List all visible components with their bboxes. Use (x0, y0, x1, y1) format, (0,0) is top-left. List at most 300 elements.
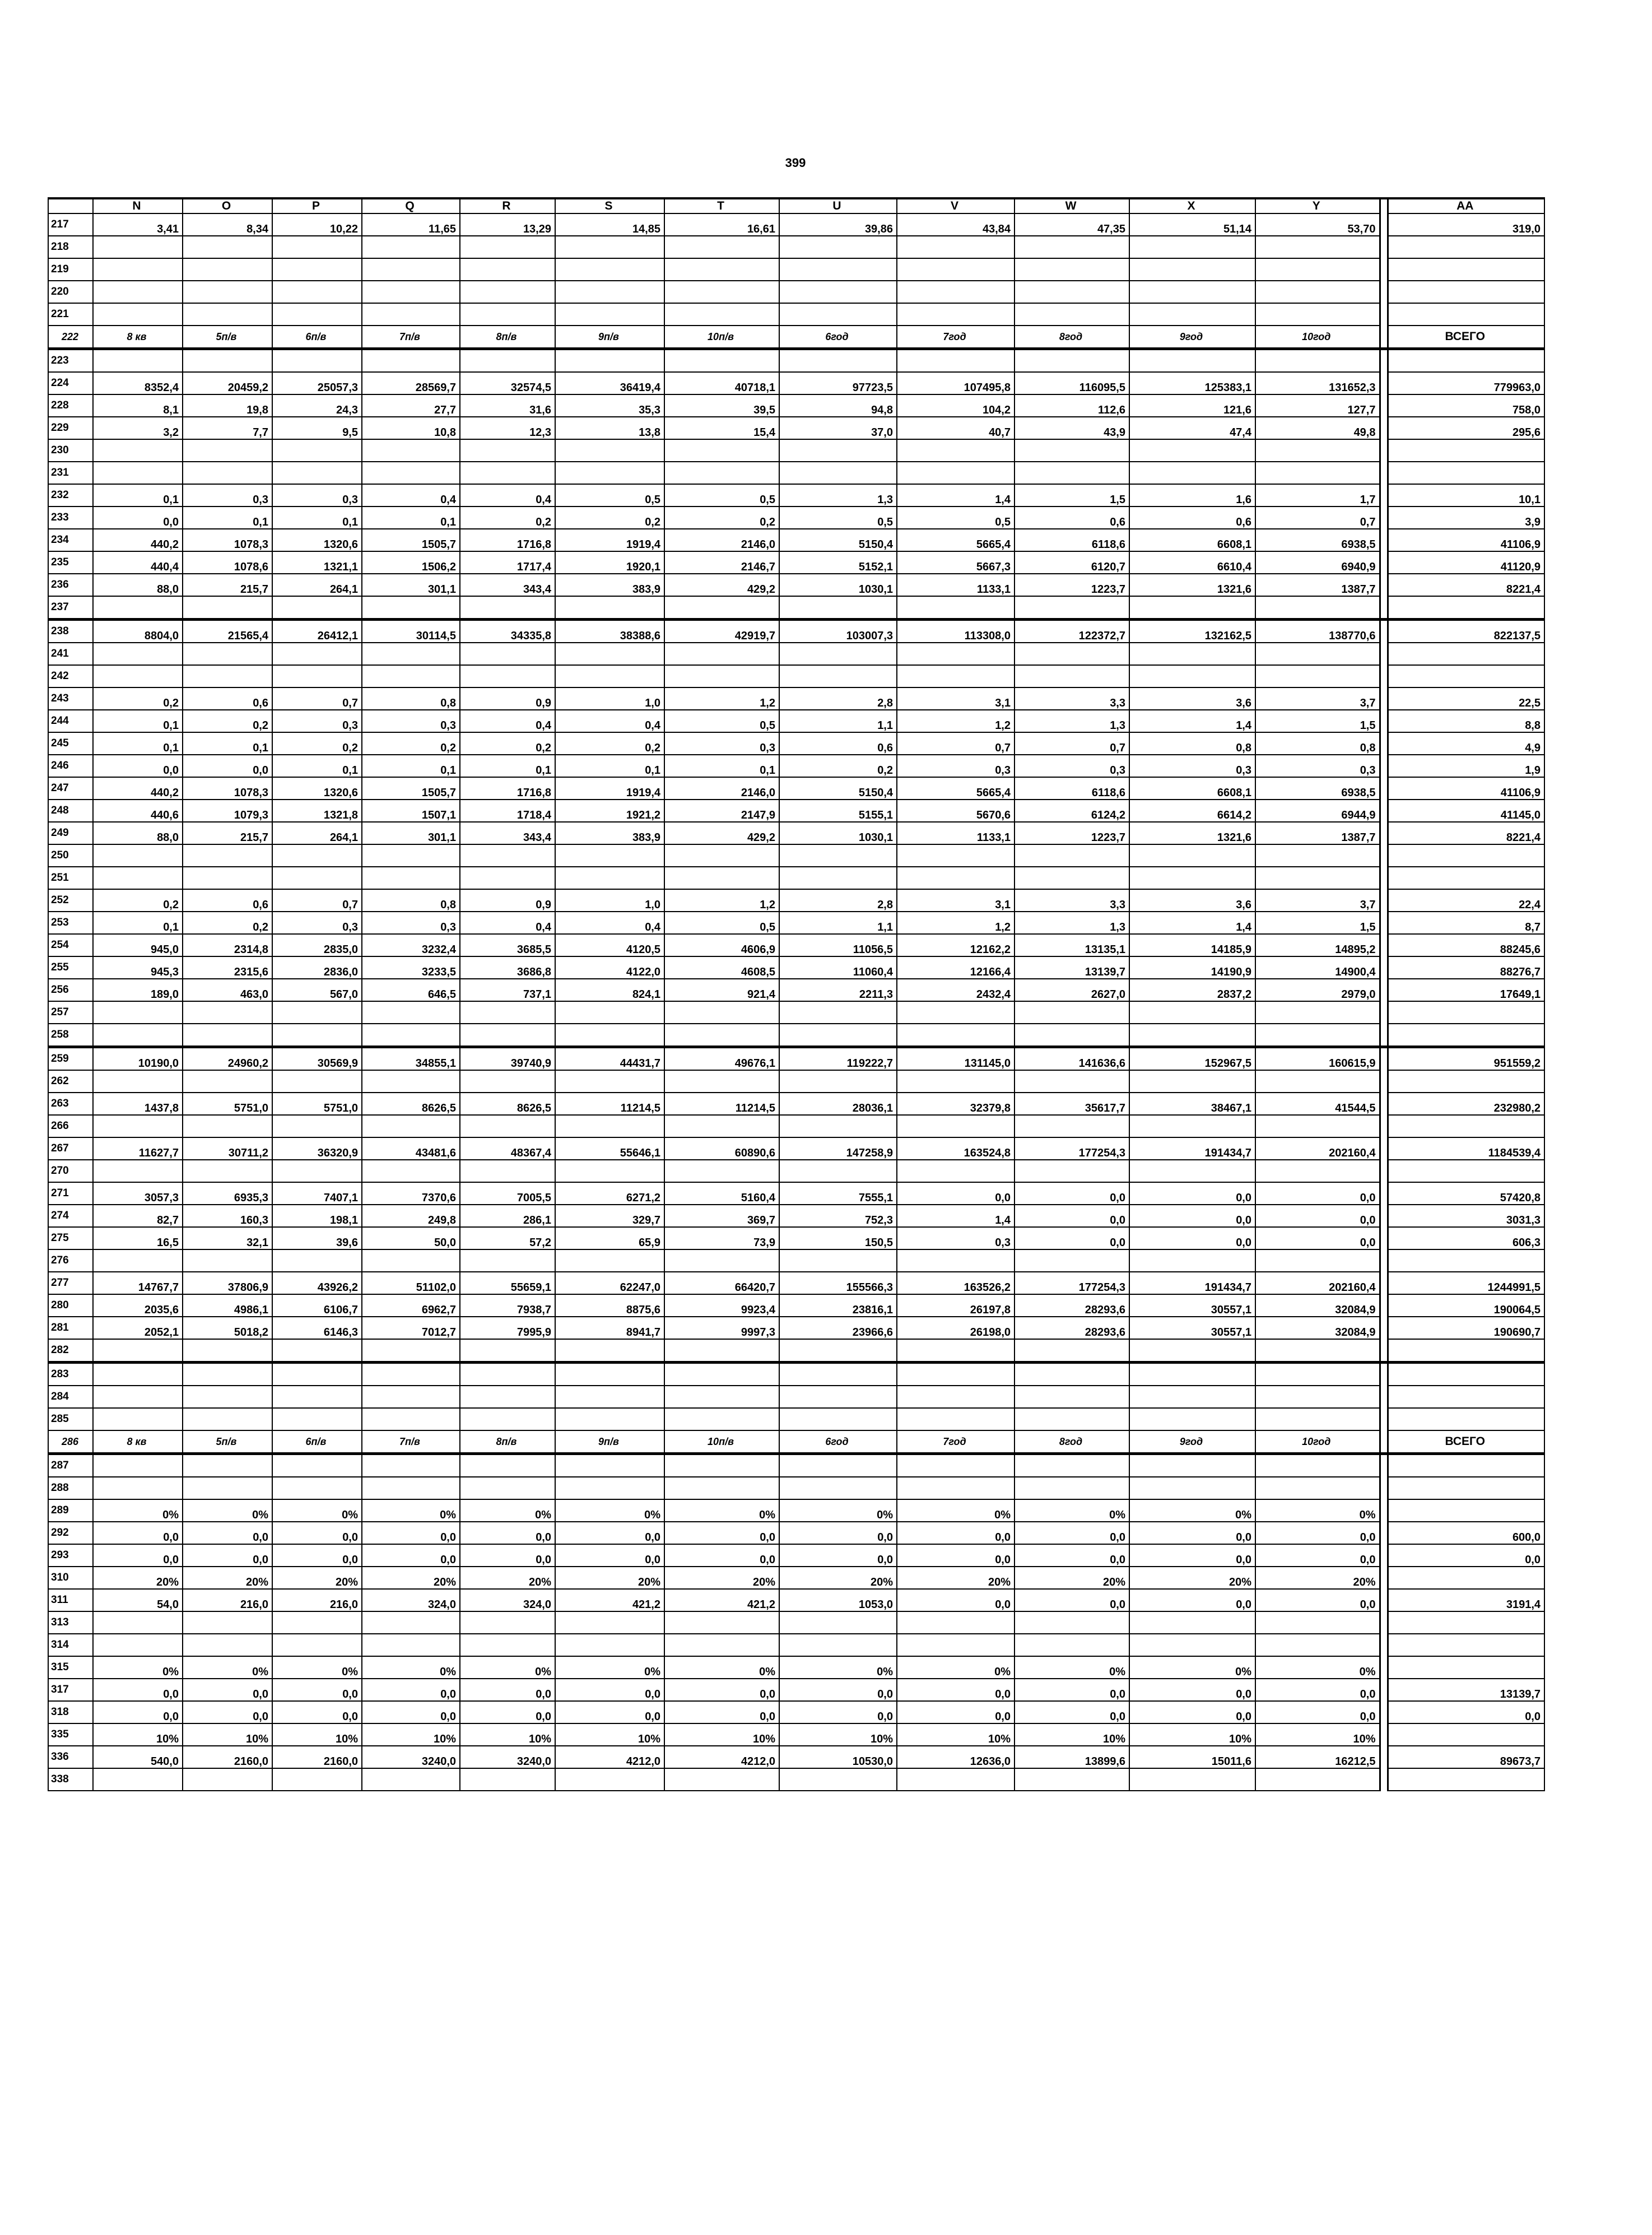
data-cell: 0,5 (664, 912, 779, 934)
data-cell: 945,0 (93, 934, 183, 956)
row-number: 286 (48, 1430, 93, 1454)
data-cell: 122372,7 (1015, 620, 1129, 643)
data-cell: 0,6 (183, 687, 272, 710)
data-cell (1388, 1363, 1544, 1386)
data-cell (555, 665, 664, 687)
column-header: U (779, 198, 897, 213)
data-cell: 50,0 (362, 1227, 460, 1249)
data-cell: 13899,6 (1015, 1746, 1129, 1768)
data-cell: 20% (779, 1567, 897, 1589)
data-cell: 0,6 (1015, 507, 1129, 529)
data-cell (1015, 439, 1129, 462)
column-gap (1380, 198, 1388, 213)
data-cell (460, 867, 555, 889)
data-cell: 0,8 (362, 889, 460, 912)
row-number: 283 (48, 1363, 93, 1386)
data-cell: 0,0 (779, 1679, 897, 1701)
period-label-cell: 8п/в (460, 1430, 555, 1454)
table-row (48, 484, 1544, 507)
data-cell: 215,7 (183, 822, 272, 844)
data-cell: 60890,6 (664, 1137, 779, 1160)
data-cell (897, 303, 1015, 326)
data-cell (183, 665, 272, 687)
data-cell (555, 1001, 664, 1024)
data-cell: 0,0 (897, 1544, 1015, 1567)
data-cell (1129, 349, 1255, 373)
data-cell: 0,0 (272, 1544, 362, 1567)
data-cell (664, 643, 779, 665)
data-cell: 22,4 (1388, 889, 1544, 912)
data-cell: 131145,0 (897, 1047, 1015, 1071)
data-cell (93, 1386, 183, 1408)
data-cell (555, 462, 664, 484)
row-number: 258 (48, 1024, 93, 1047)
data-cell: 0,1 (555, 755, 664, 777)
row-number: 288 (48, 1477, 93, 1499)
data-cell: 16,61 (664, 213, 779, 236)
data-cell: 1,9 (1388, 755, 1544, 777)
data-cell (1129, 1768, 1255, 1791)
data-cell (664, 1001, 779, 1024)
data-cell: 8,34 (183, 213, 272, 236)
data-cell (1255, 349, 1380, 373)
data-cell: 19,8 (183, 394, 272, 417)
data-cell: 4986,1 (183, 1294, 272, 1317)
data-cell: 0,1 (93, 912, 183, 934)
data-cell (272, 1477, 362, 1499)
data-cell (664, 867, 779, 889)
data-cell: 10% (1255, 1723, 1380, 1746)
data-cell: 0,1 (460, 755, 555, 777)
data-cell: 0,0 (1129, 1679, 1255, 1701)
data-cell (555, 1339, 664, 1363)
data-cell: 0,0 (664, 1522, 779, 1544)
data-cell (183, 258, 272, 281)
data-cell (779, 1634, 897, 1656)
data-cell: 40718,1 (664, 372, 779, 394)
data-cell: 0% (1255, 1656, 1380, 1679)
data-cell (460, 596, 555, 620)
data-cell: 0,0 (555, 1544, 664, 1567)
data-cell (460, 1363, 555, 1386)
data-cell: 0,0 (362, 1679, 460, 1701)
data-cell: 0,0 (183, 1544, 272, 1567)
column-header: V (897, 198, 1015, 213)
column-gap (1380, 1386, 1388, 1408)
column-gap (1380, 822, 1388, 844)
table-row (48, 1656, 1544, 1679)
data-cell (664, 1768, 779, 1791)
data-cell (897, 258, 1015, 281)
row-number: 256 (48, 979, 93, 1001)
data-cell: 8804,0 (93, 620, 183, 643)
data-cell (362, 258, 460, 281)
row-number: 236 (48, 574, 93, 596)
data-cell: 41106,9 (1388, 529, 1544, 551)
data-cell: 11214,5 (664, 1093, 779, 1115)
data-cell: 5155,1 (779, 800, 897, 822)
table-row (48, 372, 1544, 394)
data-cell: 13139,7 (1388, 1679, 1544, 1701)
data-cell: 758,0 (1388, 394, 1544, 417)
period-label-cell: 7год (897, 1430, 1015, 1454)
data-cell (362, 1024, 460, 1047)
data-cell: 0,2 (555, 507, 664, 529)
data-cell: 3031,3 (1388, 1205, 1544, 1227)
data-cell: 2146,7 (664, 551, 779, 574)
data-cell (460, 1611, 555, 1634)
table-row (48, 710, 1544, 732)
column-gap (1380, 417, 1388, 439)
table-row (48, 979, 1544, 1001)
column-gap (1380, 303, 1388, 326)
data-cell (183, 439, 272, 462)
data-cell: 8221,4 (1388, 822, 1544, 844)
data-cell (1255, 1634, 1380, 1656)
table-row (48, 1093, 1544, 1115)
data-cell: 0% (1129, 1656, 1255, 1679)
data-cell (362, 462, 460, 484)
data-cell (460, 1408, 555, 1430)
data-cell (779, 1363, 897, 1386)
data-cell: 190064,5 (1388, 1294, 1544, 1317)
data-cell: 0,8 (1129, 732, 1255, 755)
data-cell: 3,41 (93, 213, 183, 236)
period-label-row (48, 326, 1544, 349)
data-cell: 0,0 (555, 1679, 664, 1701)
data-cell (555, 303, 664, 326)
data-cell (362, 1160, 460, 1182)
data-cell: 0% (779, 1499, 897, 1522)
data-cell: 0% (183, 1656, 272, 1679)
data-cell: 0,0 (1255, 1589, 1380, 1611)
data-cell: 14900,4 (1255, 956, 1380, 979)
data-cell: 737,1 (460, 979, 555, 1001)
data-cell: 189,0 (93, 979, 183, 1001)
data-cell: 62247,0 (555, 1272, 664, 1294)
data-cell: 1,4 (897, 484, 1015, 507)
data-cell (272, 1115, 362, 1137)
row-number: 274 (48, 1205, 93, 1227)
data-cell: 97723,5 (779, 372, 897, 394)
row-number: 245 (48, 732, 93, 755)
data-cell: 0,0 (1255, 1679, 1380, 1701)
data-cell: 0,4 (460, 912, 555, 934)
row-number: 246 (48, 755, 93, 777)
data-cell: 10% (183, 1723, 272, 1746)
data-cell (1129, 867, 1255, 889)
data-cell: 4122,0 (555, 956, 664, 979)
data-cell: 7938,7 (460, 1294, 555, 1317)
column-header: X (1129, 198, 1255, 213)
column-gap (1380, 1024, 1388, 1047)
data-cell: 13139,7 (1015, 956, 1129, 979)
column-gap (1380, 349, 1388, 373)
table-row (48, 1137, 1544, 1160)
data-cell: 0,5 (664, 484, 779, 507)
data-cell (1255, 1408, 1380, 1430)
data-cell (1388, 1611, 1544, 1634)
data-cell (362, 643, 460, 665)
table-row (48, 213, 1544, 236)
data-cell: 38388,6 (555, 620, 664, 643)
data-cell (93, 349, 183, 373)
data-cell: 0,0 (1015, 1544, 1129, 1567)
data-cell (897, 1477, 1015, 1499)
data-cell: 0,0 (1129, 1701, 1255, 1723)
data-cell: 324,0 (362, 1589, 460, 1611)
data-cell (272, 258, 362, 281)
data-cell: 3,1 (897, 889, 1015, 912)
data-cell (183, 643, 272, 665)
data-cell: 0,9 (460, 889, 555, 912)
data-cell: 1321,6 (1129, 574, 1255, 596)
data-cell (93, 1768, 183, 1791)
data-cell (362, 844, 460, 867)
data-cell: 0,0 (1388, 1701, 1544, 1723)
row-number: 271 (48, 1182, 93, 1205)
data-cell: 89673,7 (1388, 1746, 1544, 1768)
data-cell (1255, 1477, 1380, 1499)
column-header: AA (1388, 198, 1544, 213)
table-row (48, 889, 1544, 912)
column-gap (1380, 1363, 1388, 1386)
data-cell: 8,1 (93, 394, 183, 417)
table-row (48, 1047, 1544, 1071)
data-cell: 20% (1015, 1567, 1129, 1589)
column-gap (1380, 1746, 1388, 1768)
data-cell (460, 349, 555, 373)
data-cell: 0,6 (779, 732, 897, 755)
row-number: 255 (48, 956, 93, 979)
row-number: 251 (48, 867, 93, 889)
data-cell (1129, 844, 1255, 867)
data-cell: 103007,3 (779, 620, 897, 643)
data-cell (1388, 439, 1544, 462)
column-header-row (48, 198, 1544, 213)
column-header: O (183, 198, 272, 213)
data-cell (1129, 1160, 1255, 1182)
data-cell (183, 281, 272, 303)
data-cell (1388, 1160, 1544, 1182)
row-number: 287 (48, 1454, 93, 1477)
data-cell (1388, 596, 1544, 620)
data-cell: 1321,1 (272, 551, 362, 574)
data-cell: 36419,4 (555, 372, 664, 394)
data-cell: 1,0 (555, 889, 664, 912)
data-cell: 3,3 (1015, 687, 1129, 710)
data-cell (1388, 258, 1544, 281)
data-cell: 6120,7 (1015, 551, 1129, 574)
column-gap (1380, 643, 1388, 665)
table-row (48, 1567, 1544, 1589)
data-cell (460, 439, 555, 462)
column-gap (1380, 1047, 1388, 1071)
data-cell: 28569,7 (362, 372, 460, 394)
column-header: P (272, 198, 362, 213)
data-cell: 160615,9 (1255, 1047, 1380, 1071)
column-gap (1380, 1115, 1388, 1137)
data-cell (460, 643, 555, 665)
column-gap (1380, 912, 1388, 934)
data-cell (1129, 1363, 1255, 1386)
data-cell (93, 1634, 183, 1656)
data-cell: 264,1 (272, 574, 362, 596)
data-cell: 27,7 (362, 394, 460, 417)
column-gap (1380, 1160, 1388, 1182)
data-cell: 0,0 (897, 1522, 1015, 1544)
data-cell: 1,1 (779, 710, 897, 732)
period-label-cell: 8год (1015, 326, 1129, 349)
row-number: 254 (48, 934, 93, 956)
data-cell: 0,0 (183, 1522, 272, 1544)
data-cell: 1717,4 (460, 551, 555, 574)
data-cell (897, 1339, 1015, 1363)
data-cell: 232980,2 (1388, 1093, 1544, 1115)
column-gap (1380, 1522, 1388, 1544)
table-row (48, 912, 1544, 934)
data-cell: 13,8 (555, 417, 664, 439)
data-cell: 28293,6 (1015, 1294, 1129, 1317)
data-cell: 0,0 (93, 1701, 183, 1723)
data-cell (779, 1001, 897, 1024)
data-cell: 1133,1 (897, 822, 1015, 844)
data-cell: 0,7 (272, 687, 362, 710)
data-cell: 1387,7 (1255, 574, 1380, 596)
data-cell: 7555,1 (779, 1182, 897, 1205)
data-cell: 0,0 (272, 1522, 362, 1544)
data-cell (555, 236, 664, 258)
period-label-cell: 7год (897, 326, 1015, 349)
data-cell: 0% (555, 1499, 664, 1522)
data-cell (555, 258, 664, 281)
data-cell (897, 1611, 1015, 1634)
row-number: 234 (48, 529, 93, 551)
column-gap (1380, 439, 1388, 462)
data-cell: 1,5 (1255, 710, 1380, 732)
data-cell: 11214,5 (555, 1093, 664, 1115)
data-cell (555, 844, 664, 867)
data-cell: 10% (362, 1723, 460, 1746)
data-cell (897, 1768, 1015, 1791)
data-cell (1129, 462, 1255, 484)
data-cell: 0,2 (183, 912, 272, 934)
data-cell: 17649,1 (1388, 979, 1544, 1001)
column-gap (1380, 1249, 1388, 1272)
data-cell: 0,3 (897, 1227, 1015, 1249)
data-cell: 0,0 (362, 1701, 460, 1723)
data-cell (460, 1024, 555, 1047)
data-cell: 30569,9 (272, 1047, 362, 1071)
data-cell (272, 462, 362, 484)
data-cell: 463,0 (183, 979, 272, 1001)
data-cell: 6962,7 (362, 1294, 460, 1317)
data-cell (1388, 1386, 1544, 1408)
row-number: 243 (48, 687, 93, 710)
column-gap (1380, 1339, 1388, 1363)
data-cell (272, 439, 362, 462)
data-cell: 3685,5 (460, 934, 555, 956)
data-cell (1255, 1454, 1380, 1477)
data-cell (1129, 1024, 1255, 1047)
data-cell: 49,8 (1255, 417, 1380, 439)
data-cell: 0,0 (1015, 1227, 1129, 1249)
data-cell: 5665,4 (897, 777, 1015, 800)
data-cell: 0,5 (779, 507, 897, 529)
data-cell: 249,8 (362, 1205, 460, 1227)
data-cell: 2035,6 (93, 1294, 183, 1317)
data-cell: 1,5 (1255, 912, 1380, 934)
data-cell (362, 1611, 460, 1634)
data-cell: 1244991,5 (1388, 1272, 1544, 1294)
data-cell: 7370,6 (362, 1182, 460, 1205)
data-cell: 31,6 (460, 394, 555, 417)
data-cell: 47,4 (1129, 417, 1255, 439)
data-cell: 0,2 (555, 732, 664, 755)
data-cell (362, 281, 460, 303)
data-cell (183, 303, 272, 326)
data-cell (555, 867, 664, 889)
column-gap (1380, 1454, 1388, 1477)
data-cell (1015, 1160, 1129, 1182)
data-cell (93, 1611, 183, 1634)
row-number: 275 (48, 1227, 93, 1249)
column-gap (1380, 889, 1388, 912)
period-label-cell: 6п/в (272, 326, 362, 349)
data-cell: 88276,7 (1388, 956, 1544, 979)
period-label-cell: 9год (1129, 1430, 1255, 1454)
period-label-cell: 6п/в (272, 1430, 362, 1454)
data-cell (1255, 1160, 1380, 1182)
data-cell: 1,6 (1129, 484, 1255, 507)
data-cell: 0,0 (93, 1544, 183, 1567)
data-cell: 0,0 (1255, 1544, 1380, 1567)
data-cell: 15011,6 (1129, 1746, 1255, 1768)
data-cell: 3057,3 (93, 1182, 183, 1205)
table-row (48, 1544, 1544, 1567)
data-cell: 20% (1255, 1567, 1380, 1589)
data-cell: 0,3 (183, 484, 272, 507)
row-number: 262 (48, 1070, 93, 1093)
data-cell (664, 1339, 779, 1363)
data-cell (779, 867, 897, 889)
data-cell (1129, 439, 1255, 462)
data-cell: 132162,5 (1129, 620, 1255, 643)
data-cell: 15,4 (664, 417, 779, 439)
data-cell: 0,2 (460, 732, 555, 755)
data-cell (183, 236, 272, 258)
data-cell: 2836,0 (272, 956, 362, 979)
data-cell (1255, 439, 1380, 462)
data-cell: 0% (664, 1656, 779, 1679)
data-cell: 163526,2 (897, 1272, 1015, 1294)
data-cell (897, 1363, 1015, 1386)
data-cell: 0,7 (897, 732, 1015, 755)
data-cell: 32574,5 (460, 372, 555, 394)
row-number: 313 (48, 1611, 93, 1634)
data-cell: 0% (1129, 1499, 1255, 1522)
data-cell (664, 1024, 779, 1047)
table-row (48, 1205, 1544, 1227)
data-cell (93, 1024, 183, 1047)
data-cell (183, 1768, 272, 1791)
data-cell: 44431,7 (555, 1047, 664, 1071)
table-row (48, 551, 1544, 574)
data-cell: 3191,4 (1388, 1589, 1544, 1611)
data-cell: 1919,4 (555, 529, 664, 551)
data-cell (93, 844, 183, 867)
data-cell: 0,0 (460, 1701, 555, 1723)
